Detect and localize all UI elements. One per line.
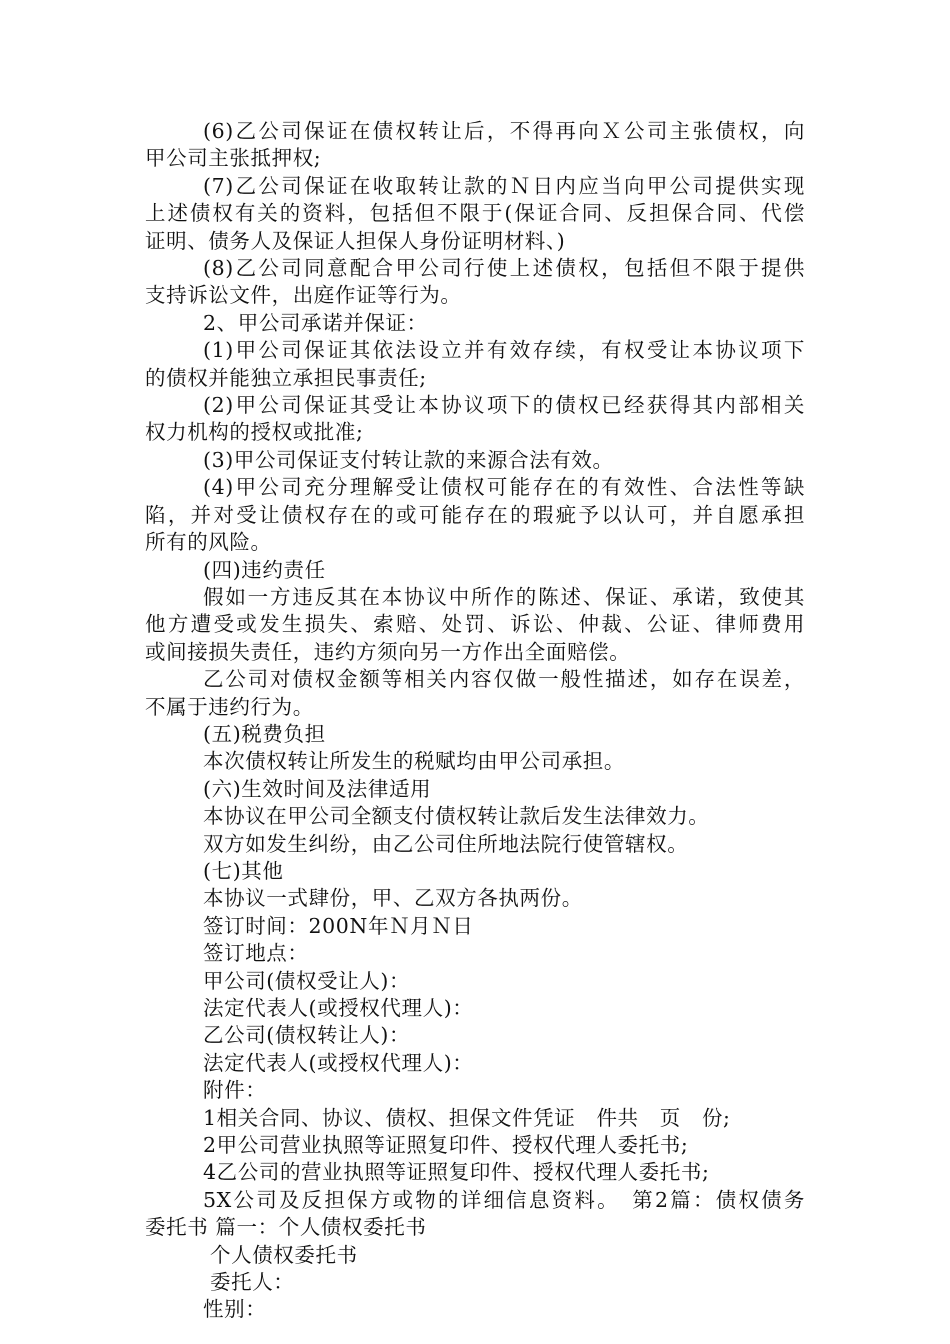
text-line: 性别： <box>203 1297 267 1322</box>
text-line: 上述债权有关的资料，包括但不限于(保证合同、反担保合同、代偿 <box>145 201 805 226</box>
text-line: 支持诉讼文件，出庭作证等行为。 <box>145 283 462 308</box>
text-line: 不属于违约行为。 <box>145 694 314 719</box>
text-line: 本协议在甲公司全额支付债权转让款后发生法律效力。 <box>203 804 710 829</box>
text-line: (五)税费负担 <box>203 721 326 746</box>
text-line: (8)乙公司同意配合甲公司行使上述债权，包括但不限于提供 <box>203 256 805 281</box>
text-line: 附件： <box>203 1078 267 1103</box>
text-line: 双方如发生纠纷，由乙公司住所地法院行使管辖权。 <box>203 831 689 856</box>
text-line: (六)生效时间及法律适用 <box>203 776 432 801</box>
text-line: (7)乙公司保证在收取转让款的Ｎ日内应当向甲公司提供实现 <box>203 173 805 198</box>
text-line: (2)甲公司保证其受让本协议项下的债权已经获得其内部相关 <box>203 393 805 418</box>
text-line: 所有的风险。 <box>145 530 272 555</box>
text-line: 签订地点： <box>203 941 309 966</box>
text-line: 法定代表人(或授权代理人)： <box>203 1050 474 1075</box>
text-line: (6)乙公司保证在债权转让后，不得再向Ｘ公司主张债权，向 <box>203 119 805 143</box>
text-line: 5X公司及反担保方或物的详细信息资料。 第2篇：债权债务 <box>203 1187 805 1212</box>
text-line: 委托人： <box>210 1270 295 1295</box>
text-line: 证明、债务人及保证人担保人身份证明材料、) <box>145 228 566 253</box>
text-line: 1相关合同、协议、债权、担保文件凭证 件共 页 份; <box>203 1105 731 1130</box>
document-page <box>145 118 805 1324</box>
text-line: 4乙公司的营业执照等证照复印件、授权代理人委托书; <box>203 1160 710 1185</box>
text-line: 权力机构的授权或批准; <box>145 420 364 445</box>
text-line: 甲公司(债权受让人)： <box>203 968 411 993</box>
text-line: (七)其他 <box>203 858 284 883</box>
text-line: 2、甲公司承诺并保证： <box>203 310 428 335</box>
text-line: 甲公司主张抵押权; <box>145 146 322 171</box>
text-line: 或间接损失责任，违约方须向另一方作出全面赔偿。 <box>145 639 631 664</box>
text-line: 本次债权转让所发生的税赋均由甲公司承担。 <box>203 749 625 774</box>
text-line: 假如一方违反其在本协议中所作的陈述、保证、承诺，致使其 <box>203 584 805 609</box>
text-line: (四)违约责任 <box>203 557 326 582</box>
text-line: (1)甲公司保证其依法设立并有效存续，有权受让本协议项下 <box>203 338 805 363</box>
text-line: 的债权并能独立承担民事责任; <box>145 365 427 390</box>
text-line: (4)甲公司充分理解受让债权可能存在的有效性、合法性等缺 <box>203 475 805 500</box>
text-line: 陷，并对受让债权存在的或可能存在的瑕疵予以认可，并自愿承担 <box>145 502 805 527</box>
text-line: 乙公司(债权转让人)： <box>203 1023 411 1048</box>
text-line: 委托书 篇一：个人债权委托书 <box>145 1215 427 1240</box>
text-line: (3)甲公司保证支付转让款的来源合法有效。 <box>203 447 614 472</box>
text-line: 乙公司对债权金额等相关内容仅做一般性描述，如存在误差， <box>203 667 805 692</box>
text-line: 法定代表人(或授权代理人)： <box>203 996 474 1020</box>
text-line: 他方遭受或发生损失、索赔、处罚、诉讼、仲裁、公证、律师费用 <box>145 612 805 637</box>
text-line: 签订时间：200N年Ｎ月Ｎ日 <box>203 913 474 938</box>
text-line: 2甲公司营业执照等证照复印件、授权代理人委托书; <box>203 1133 689 1158</box>
text-line: 个人债权委托书 <box>210 1242 358 1267</box>
text-line: 本协议一式肆份，甲、乙双方各执两份。 <box>203 886 583 911</box>
